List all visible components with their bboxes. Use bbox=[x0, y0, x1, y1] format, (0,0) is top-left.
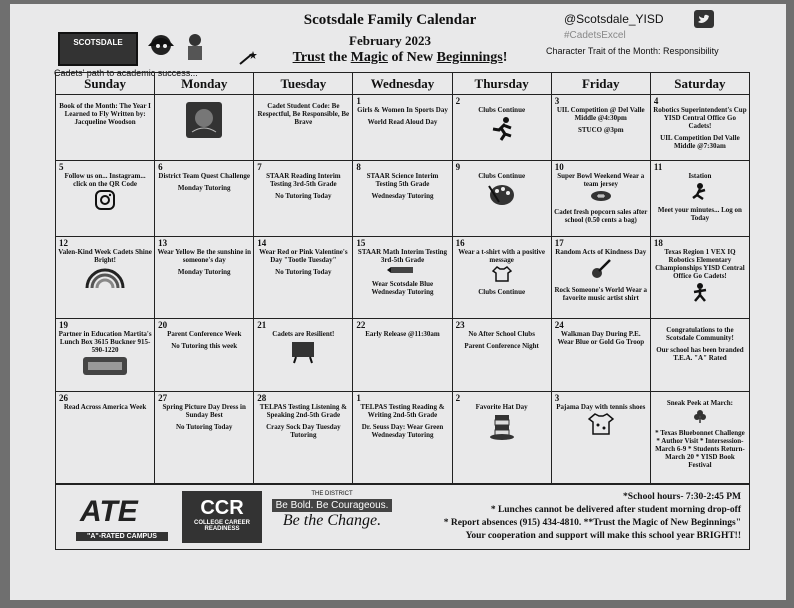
day-number: 3 bbox=[554, 393, 560, 404]
calendar-day-cell bbox=[551, 319, 650, 392]
day-number: 6 bbox=[158, 162, 163, 173]
day-number: 23 bbox=[455, 320, 465, 331]
day-number: 21 bbox=[257, 320, 267, 331]
day-event-note: Monday Tutoring bbox=[177, 267, 231, 276]
day-event-text: UIL Competition @ Del Valle Middle @4:30pm bbox=[556, 106, 645, 122]
day-event-text: STAAR Math Interim Testing 3rd-5th Grade bbox=[357, 247, 448, 264]
day-event-text: Girls & Women In Sports Day bbox=[357, 106, 448, 114]
calendar-sheet bbox=[10, 4, 786, 600]
calendar-header bbox=[10, 4, 786, 78]
robot-icon bbox=[653, 282, 747, 304]
palette-icon bbox=[455, 182, 549, 210]
day-number: 12 bbox=[59, 237, 68, 248]
day-event-text: Texas Region 1 VEX IQ Robotics Elementary Championships YISD Central Office Go Cadets! bbox=[655, 247, 745, 280]
day-number: 11 bbox=[653, 162, 663, 173]
day-event-note: No Tutoring Today bbox=[275, 267, 332, 276]
calendar-day-cell bbox=[155, 161, 254, 236]
day-number: 7 bbox=[257, 162, 262, 173]
twitter-handle: @Scotsdale_YISD bbox=[564, 12, 664, 26]
district-slogan bbox=[272, 491, 392, 541]
ate-logo-text: ATE bbox=[80, 495, 138, 527]
istation-icon bbox=[653, 182, 747, 202]
note-school-hours: *School hours- 7:30-2:45 PM bbox=[623, 492, 741, 502]
calendar-day-cell bbox=[254, 392, 353, 484]
day-event-text: Congratulations to the Scotsdale Community! bbox=[665, 326, 734, 343]
calendar-day-cell bbox=[650, 319, 749, 392]
calendar-day-cell bbox=[353, 319, 452, 392]
day-number: 20 bbox=[158, 320, 168, 331]
day-event-note: UIL Competition Del Valle Middle @7:30am bbox=[660, 134, 740, 150]
day-number: 14 bbox=[257, 237, 267, 248]
ccr-logo-text: CCR bbox=[200, 497, 244, 519]
day-event-note: STUCO @3pm bbox=[577, 126, 624, 134]
school-logo-text: SCOTSDALE bbox=[73, 38, 123, 47]
note-lunches: * Lunches cannot be delivered after student morning drop-off bbox=[490, 505, 741, 515]
calendar-day-cell bbox=[650, 392, 749, 484]
chalkboard-icon bbox=[256, 340, 350, 366]
cadet-figure-icon bbox=[182, 32, 208, 62]
calendar-day-cell bbox=[650, 95, 749, 161]
day-number: 8 bbox=[356, 162, 361, 173]
calendar-day-cell bbox=[452, 95, 551, 161]
calendar-day-cell bbox=[353, 392, 452, 484]
day-event-text: Follow us on... Instagram... click on the QR Code bbox=[64, 172, 146, 189]
day-event-text: Istation bbox=[688, 172, 712, 181]
day-number: 9 bbox=[455, 162, 461, 173]
day-event-note: No Tutoring Today bbox=[176, 423, 233, 432]
day-event-text: Cadet Student Code: Be Respectful, Be Responsible, Be Brave bbox=[257, 102, 350, 126]
slogan-bold: Be Bold. Be Courageous. bbox=[272, 499, 392, 512]
day-event-text: Parent Conference Week bbox=[167, 330, 242, 339]
calendar-day-cell bbox=[56, 392, 155, 484]
ccr-logo bbox=[182, 491, 262, 543]
calendar-day-cell bbox=[254, 95, 353, 161]
day-event-note: * Texas Bluebonnet Challenge * Author Visit * Intersession- March 6-9 * Students Return- March 20 * YISD Book Festival bbox=[655, 429, 745, 470]
calendar-day-cell bbox=[155, 95, 254, 161]
weekday-header: Thursday bbox=[452, 73, 551, 95]
calendar-day-cell bbox=[353, 161, 452, 236]
day-event-text: TELPAS Testing Reading & Writing 2nd-5th Grade bbox=[360, 403, 445, 420]
day-event-text: Wear Yellow Be the sunshine in someone's day bbox=[157, 247, 251, 264]
day-number: 15 bbox=[356, 237, 366, 248]
day-event-text: Sneak Peek at March: bbox=[666, 399, 733, 408]
calendar-day-cell bbox=[551, 236, 650, 318]
day-event-text: Spring Picture Day Dress in Sunday Best bbox=[162, 403, 246, 420]
theme-word-trust: Trust bbox=[292, 50, 325, 65]
note-cooperation: Your cooperation and support will make this school year BRIGHT!! bbox=[465, 531, 741, 541]
calendar-day-cell bbox=[551, 392, 650, 484]
ccr-subtitle: COLLEGE CAREER READINESS bbox=[193, 520, 250, 532]
cat-hat-icon bbox=[455, 413, 549, 445]
day-event-text: Early Release @11:30am bbox=[365, 330, 440, 339]
book-cover-icon bbox=[157, 100, 251, 142]
day-event-note: Crazy Sock Day Tuesday Tutoring bbox=[266, 423, 341, 440]
day-event-note: Clubs Continue bbox=[478, 287, 526, 296]
day-event-text: Wear a t-shirt with a positive message bbox=[458, 247, 546, 264]
day-number: 1 bbox=[356, 393, 361, 404]
calendar-day-cell bbox=[254, 236, 353, 318]
footer-notes bbox=[381, 491, 741, 543]
pajama-icon bbox=[554, 413, 648, 437]
calendar-month: February 2023 bbox=[349, 33, 431, 48]
day-event-text: Clubs Continue bbox=[478, 106, 526, 114]
calendar-day-cell bbox=[56, 319, 155, 392]
day-event-text: Clubs Continue bbox=[478, 172, 526, 181]
calendar-day-cell bbox=[353, 95, 452, 161]
character-trait: Character Trait of the Month: Responsibility bbox=[546, 46, 719, 56]
day-event-text: Valen-Kind Week Cadets Shine Bright! bbox=[58, 247, 152, 264]
page-title: Scotsdale Family Calendar bbox=[303, 12, 477, 28]
day-event-note: Dr. Seuss Day: Wear Green Wednesday Tutoring bbox=[361, 423, 444, 440]
day-event-note: Wear Scotsdale Blue Wednesday Tutoring bbox=[371, 279, 434, 296]
calendar-week-row bbox=[56, 95, 750, 161]
cadet-mascot-icon bbox=[144, 30, 178, 64]
day-number: 18 bbox=[653, 237, 663, 248]
rainbow-icon bbox=[58, 266, 152, 290]
day-event-text: Read Across America Week bbox=[63, 403, 147, 412]
day-event-note: Cadet fresh popcorn sales after school (0.50 cents a bag) bbox=[554, 208, 648, 225]
day-event-note: Rock Someone's World Wear a favorite music artist shirt bbox=[554, 285, 648, 302]
calendar-day-cell bbox=[353, 236, 452, 318]
calendar-day-cell bbox=[650, 236, 749, 318]
twitter-icon bbox=[694, 10, 714, 28]
calendar-day-cell bbox=[254, 161, 353, 236]
instagram-icon bbox=[58, 190, 152, 212]
district-name: THE DISTRICT bbox=[311, 491, 353, 497]
day-event-note: Parent Conference Night bbox=[464, 342, 539, 351]
day-event-text: No After School Clubs bbox=[468, 330, 535, 339]
day-event-note: Wednesday Tutoring bbox=[371, 192, 434, 201]
day-number: 3 bbox=[554, 96, 560, 106]
calendar-week-row bbox=[56, 319, 750, 392]
day-number: 13 bbox=[158, 237, 168, 248]
weekday-header: Monday bbox=[155, 73, 254, 95]
calendar-day-cell bbox=[56, 161, 155, 236]
theme-word-magic: Magic bbox=[350, 50, 388, 65]
day-number: 22 bbox=[356, 320, 366, 331]
runner-icon bbox=[455, 116, 549, 144]
partner-logo-icon bbox=[58, 356, 152, 378]
calendar-footer bbox=[55, 484, 750, 550]
calendar-day-cell bbox=[452, 319, 551, 392]
calendar-day-cell bbox=[452, 392, 551, 484]
calendar-day-cell bbox=[551, 161, 650, 236]
day-event-text: Super Bowl Weekend Wear a team jersey bbox=[557, 172, 645, 189]
day-number: 5 bbox=[59, 162, 64, 173]
weekday-header-row bbox=[56, 73, 750, 95]
note-absences: * Report absences (915) 434-4810. **Trust the Magic of New Beginnings" bbox=[443, 518, 741, 528]
ate-subtitle: "A"-RATED CAMPUS bbox=[76, 532, 168, 541]
day-event-text: District Team Quest Challenge bbox=[158, 172, 250, 181]
calendar-day-cell bbox=[56, 236, 155, 318]
day-number: 17 bbox=[554, 237, 564, 248]
day-event-text: Book of the Month: The Year I Learned to Fly Written by: Jacqueline Woodson bbox=[59, 102, 151, 126]
theme-text-c: ! bbox=[502, 50, 508, 65]
slogan-change: Be the Change. bbox=[282, 512, 382, 529]
calendar-day-cell bbox=[155, 236, 254, 318]
day-number: 10 bbox=[554, 162, 564, 173]
calendar-grid bbox=[55, 72, 750, 484]
hashtag: #CadetsExcel bbox=[564, 30, 626, 41]
day-event-text: Wear Red or Pink Valentine's Day "Tootle Tuesday" bbox=[259, 247, 348, 264]
calendar-day-cell bbox=[254, 319, 353, 392]
weekday-header: Wednesday bbox=[353, 73, 452, 95]
calendar-day-cell bbox=[551, 95, 650, 161]
day-event-text: Random Acts of Kindness Day bbox=[555, 247, 647, 256]
weekday-header: Sunday bbox=[56, 73, 155, 95]
day-event-note: No Tutoring this week bbox=[171, 342, 238, 351]
day-event-text: Pajama Day with tennis shoes bbox=[556, 403, 646, 412]
day-event-note: Our school has been branded T.E.A. "A" Rated bbox=[656, 346, 744, 363]
calendar-week-row bbox=[56, 161, 750, 236]
weekday-header: Saturday bbox=[650, 73, 749, 95]
clover-icon bbox=[653, 409, 747, 425]
day-event-text: STAAR Science Interim Testing 5th Grade bbox=[366, 172, 439, 189]
day-number: 27 bbox=[158, 393, 168, 404]
ate-logo bbox=[76, 491, 168, 541]
calendar-day-cell bbox=[452, 161, 551, 236]
day-event-text: TELPAS Testing Listening & Speaking 2nd-5th Grade bbox=[259, 403, 347, 420]
calendar-week-row bbox=[56, 236, 750, 318]
day-number: 19 bbox=[59, 320, 68, 331]
weekday-header: Tuesday bbox=[254, 73, 353, 95]
calendar-day-cell bbox=[650, 161, 749, 236]
day-number: 2 bbox=[455, 96, 461, 106]
weekday-header: Friday bbox=[551, 73, 650, 95]
day-event-note: No Tutoring Today bbox=[275, 192, 332, 201]
day-number: 26 bbox=[59, 393, 68, 404]
day-event-text: Robotics Superintendent's Cup YISD Central Office Go Cadets! bbox=[653, 106, 747, 130]
day-event-note: World Read Aloud Day bbox=[367, 118, 438, 126]
theme-text-b: of New bbox=[388, 50, 437, 65]
theme-word-beginnings: Beginnings bbox=[436, 50, 503, 65]
day-number: 1 bbox=[356, 96, 361, 106]
guitar-icon bbox=[554, 258, 648, 282]
day-event-text: Walkman Day During P.E. Wear Blue or Gold Go Troop bbox=[557, 330, 645, 347]
tshirt-icon bbox=[455, 266, 549, 284]
day-event-note: Meet your minutes... Log on Today bbox=[657, 206, 742, 223]
day-event-text: STAAR Reading Interim Testing 3rd-5th Grade bbox=[266, 172, 341, 189]
tagline: Cadets' path to academic success... bbox=[54, 68, 198, 78]
day-number: 24 bbox=[554, 320, 564, 331]
calendar-week-row bbox=[56, 392, 750, 484]
day-event-text: Cadets are Resilient! bbox=[272, 330, 335, 339]
calendar-day-cell bbox=[452, 236, 551, 318]
ate-logo-icon bbox=[76, 491, 168, 527]
calendar-day-cell bbox=[155, 319, 254, 392]
calendar-day-cell bbox=[56, 95, 155, 161]
day-event-note: Monday Tutoring bbox=[177, 184, 231, 193]
day-event-text: Favorite Hat Day bbox=[475, 403, 528, 412]
day-number: 28 bbox=[257, 393, 267, 404]
calendar-day-cell bbox=[155, 392, 254, 484]
school-logo bbox=[58, 32, 138, 66]
monthly-theme bbox=[250, 50, 550, 66]
day-number: 16 bbox=[455, 237, 465, 248]
theme-text-a: the bbox=[325, 50, 351, 65]
day-number: 4 bbox=[653, 96, 659, 106]
pencil-icon bbox=[355, 266, 449, 276]
day-event-text: Partner in Education Martita's Lunch Box 3615 Buckner 915-590-1220 bbox=[58, 330, 152, 355]
day-number: 2 bbox=[455, 393, 461, 404]
football-icon bbox=[554, 190, 648, 204]
